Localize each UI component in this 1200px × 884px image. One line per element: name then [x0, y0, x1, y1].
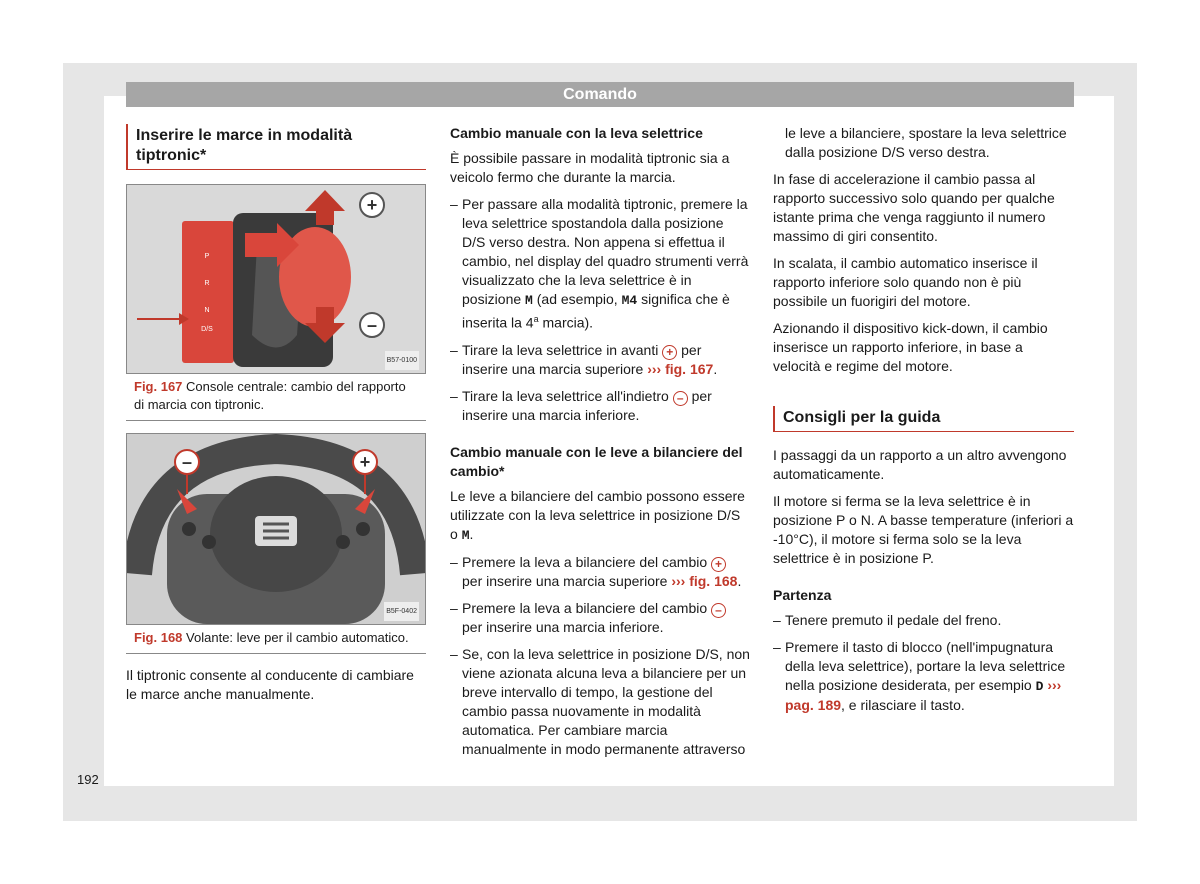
minus-icon: –	[366, 315, 378, 335]
subheading-start: Partenza	[773, 587, 832, 603]
minus-icon: –	[673, 391, 688, 406]
subheading-selector: Cambio manuale con la leva selettrice	[450, 125, 703, 141]
paragraph: Le leve a bilanciere del cambio possono essere utilizzate con la leva selettrice in posizione D/S o M.	[450, 487, 745, 543]
gear-label-n: N	[204, 307, 210, 314]
plus-icon: +	[366, 195, 378, 215]
page-number: 192	[77, 772, 99, 787]
figure-code: B5F-0402	[384, 602, 419, 621]
column-2	[450, 124, 750, 767]
steering-wheel-illustration	[127, 434, 425, 624]
intro-paragraph: Il tiptronic consente al conducente di cambiare le marce anche manualmente.	[126, 667, 414, 702]
list-item: – Tirare la leva selettrice all'indietro – per inserire una marcia inferiore.	[450, 387, 750, 425]
list-item: – Per passare alla modalità tiptronic, premere la leva selettrice spostandola dalla posizione D/S verso destra. Non appena si effettua il cambio, nel display del quadro strumenti verrà visualizzato che la leva selettrice è in posizione M (ad esempio, M4 significa che è inserita la 4$^a$ marcia).	[450, 195, 750, 333]
gear-label-ds: D/S	[201, 326, 213, 333]
paragraph: I passaggi da un rapporto a un altro avvengono automaticamente.	[773, 447, 1067, 482]
list-item: – Premere la leva a bilanciere del cambio – per inserire una marcia inferiore.	[450, 599, 750, 637]
list-item: – Tenere premuto il pedale del freno.	[773, 611, 1074, 630]
list-item: – Premere il tasto di blocco (nell'impugnatura della leva selettrice), portare la leva selettrice nella posizione desiderata, per esempio D ››› pag. 189, e rilasciare il tasto.	[773, 638, 1074, 715]
column-3	[773, 124, 1074, 723]
figure-168	[126, 433, 426, 625]
fig-link[interactable]: ››› fig. 167	[647, 360, 714, 377]
paragraph: In scalata, il cambio automatico inserisce il rapporto inferiore solo quando non è più possibile un fuorigiri del motore.	[773, 255, 1038, 309]
minus-icon: –	[181, 452, 193, 472]
chapter-header: Comando	[126, 82, 1074, 107]
column-1	[126, 124, 426, 712]
figure-caption: Fig. 168 Volante: leve per il cambio automatico.	[126, 625, 426, 654]
plus-icon: +	[662, 345, 677, 360]
figure-number: Fig. 168	[134, 630, 183, 645]
gear-label-p: P	[204, 253, 210, 260]
paragraph: In fase di accelerazione il cambio passa al rapporto successivo solo quando per qualche istante prima che venga raggiunto il numero massimo di giri consentito.	[773, 171, 1055, 244]
minus-icon: –	[711, 603, 726, 618]
plus-icon: +	[711, 557, 726, 572]
list-item: – Se, con la leva selettrice in posizione D/S, non viene azionata alcuna leva a bilanciere per un breve intervallo di tempo, la gestione del cambio passa nuovamente in modalità automatica. Per cambiare marcia manualmente in modo permanente attraverso	[450, 645, 750, 759]
fig-link[interactable]: ››› fig. 168	[671, 572, 738, 589]
figure-code: B57-0100	[385, 351, 419, 370]
list-item: – Premere la leva a bilanciere del cambio + per inserire una marcia superiore ››› fig. 168.	[450, 553, 750, 591]
page-link[interactable]: ››› pag. 189	[785, 677, 1062, 713]
figure-number: Fig. 167	[134, 379, 183, 394]
list-item: – Tirare la leva selettrice in avanti + per inserire una marcia superiore ››› fig. 167.	[450, 341, 750, 379]
section-title-tiptronic: Inserire le marce in modalità tiptronic*	[126, 124, 426, 170]
figure-caption: Fig. 167 Console centrale: cambio del rapporto di marcia con tiptronic.	[126, 374, 426, 421]
subheading-paddles: Cambio manuale con le leve a bilanciere del cambio*	[450, 443, 743, 479]
figure-167	[126, 184, 426, 374]
paragraph: È possibile passare in modalità tiptronic sia a veicolo fermo che durante la marcia.	[450, 150, 730, 185]
section-title-tips: Consigli per la guida	[773, 406, 1074, 432]
continued-text: le leve a bilanciere, spostare la leva selettrice dalla posizione D/S verso destra.	[785, 125, 1067, 160]
paragraph: Il motore si ferma se la leva selettrice è in posizione P o N. A basse temperature (inferiori a -10°C), il motore si ferma solo se la leva selettrice è in posizione P.	[773, 493, 1074, 566]
plus-icon: +	[359, 452, 371, 472]
gear-label-r: R	[204, 280, 210, 287]
console-illustration	[127, 185, 425, 373]
paragraph: Azionando il dispositivo kick-down, il cambio inserisce un rapporto inferiore, in base a velocità e regime del motore.	[773, 320, 1048, 374]
